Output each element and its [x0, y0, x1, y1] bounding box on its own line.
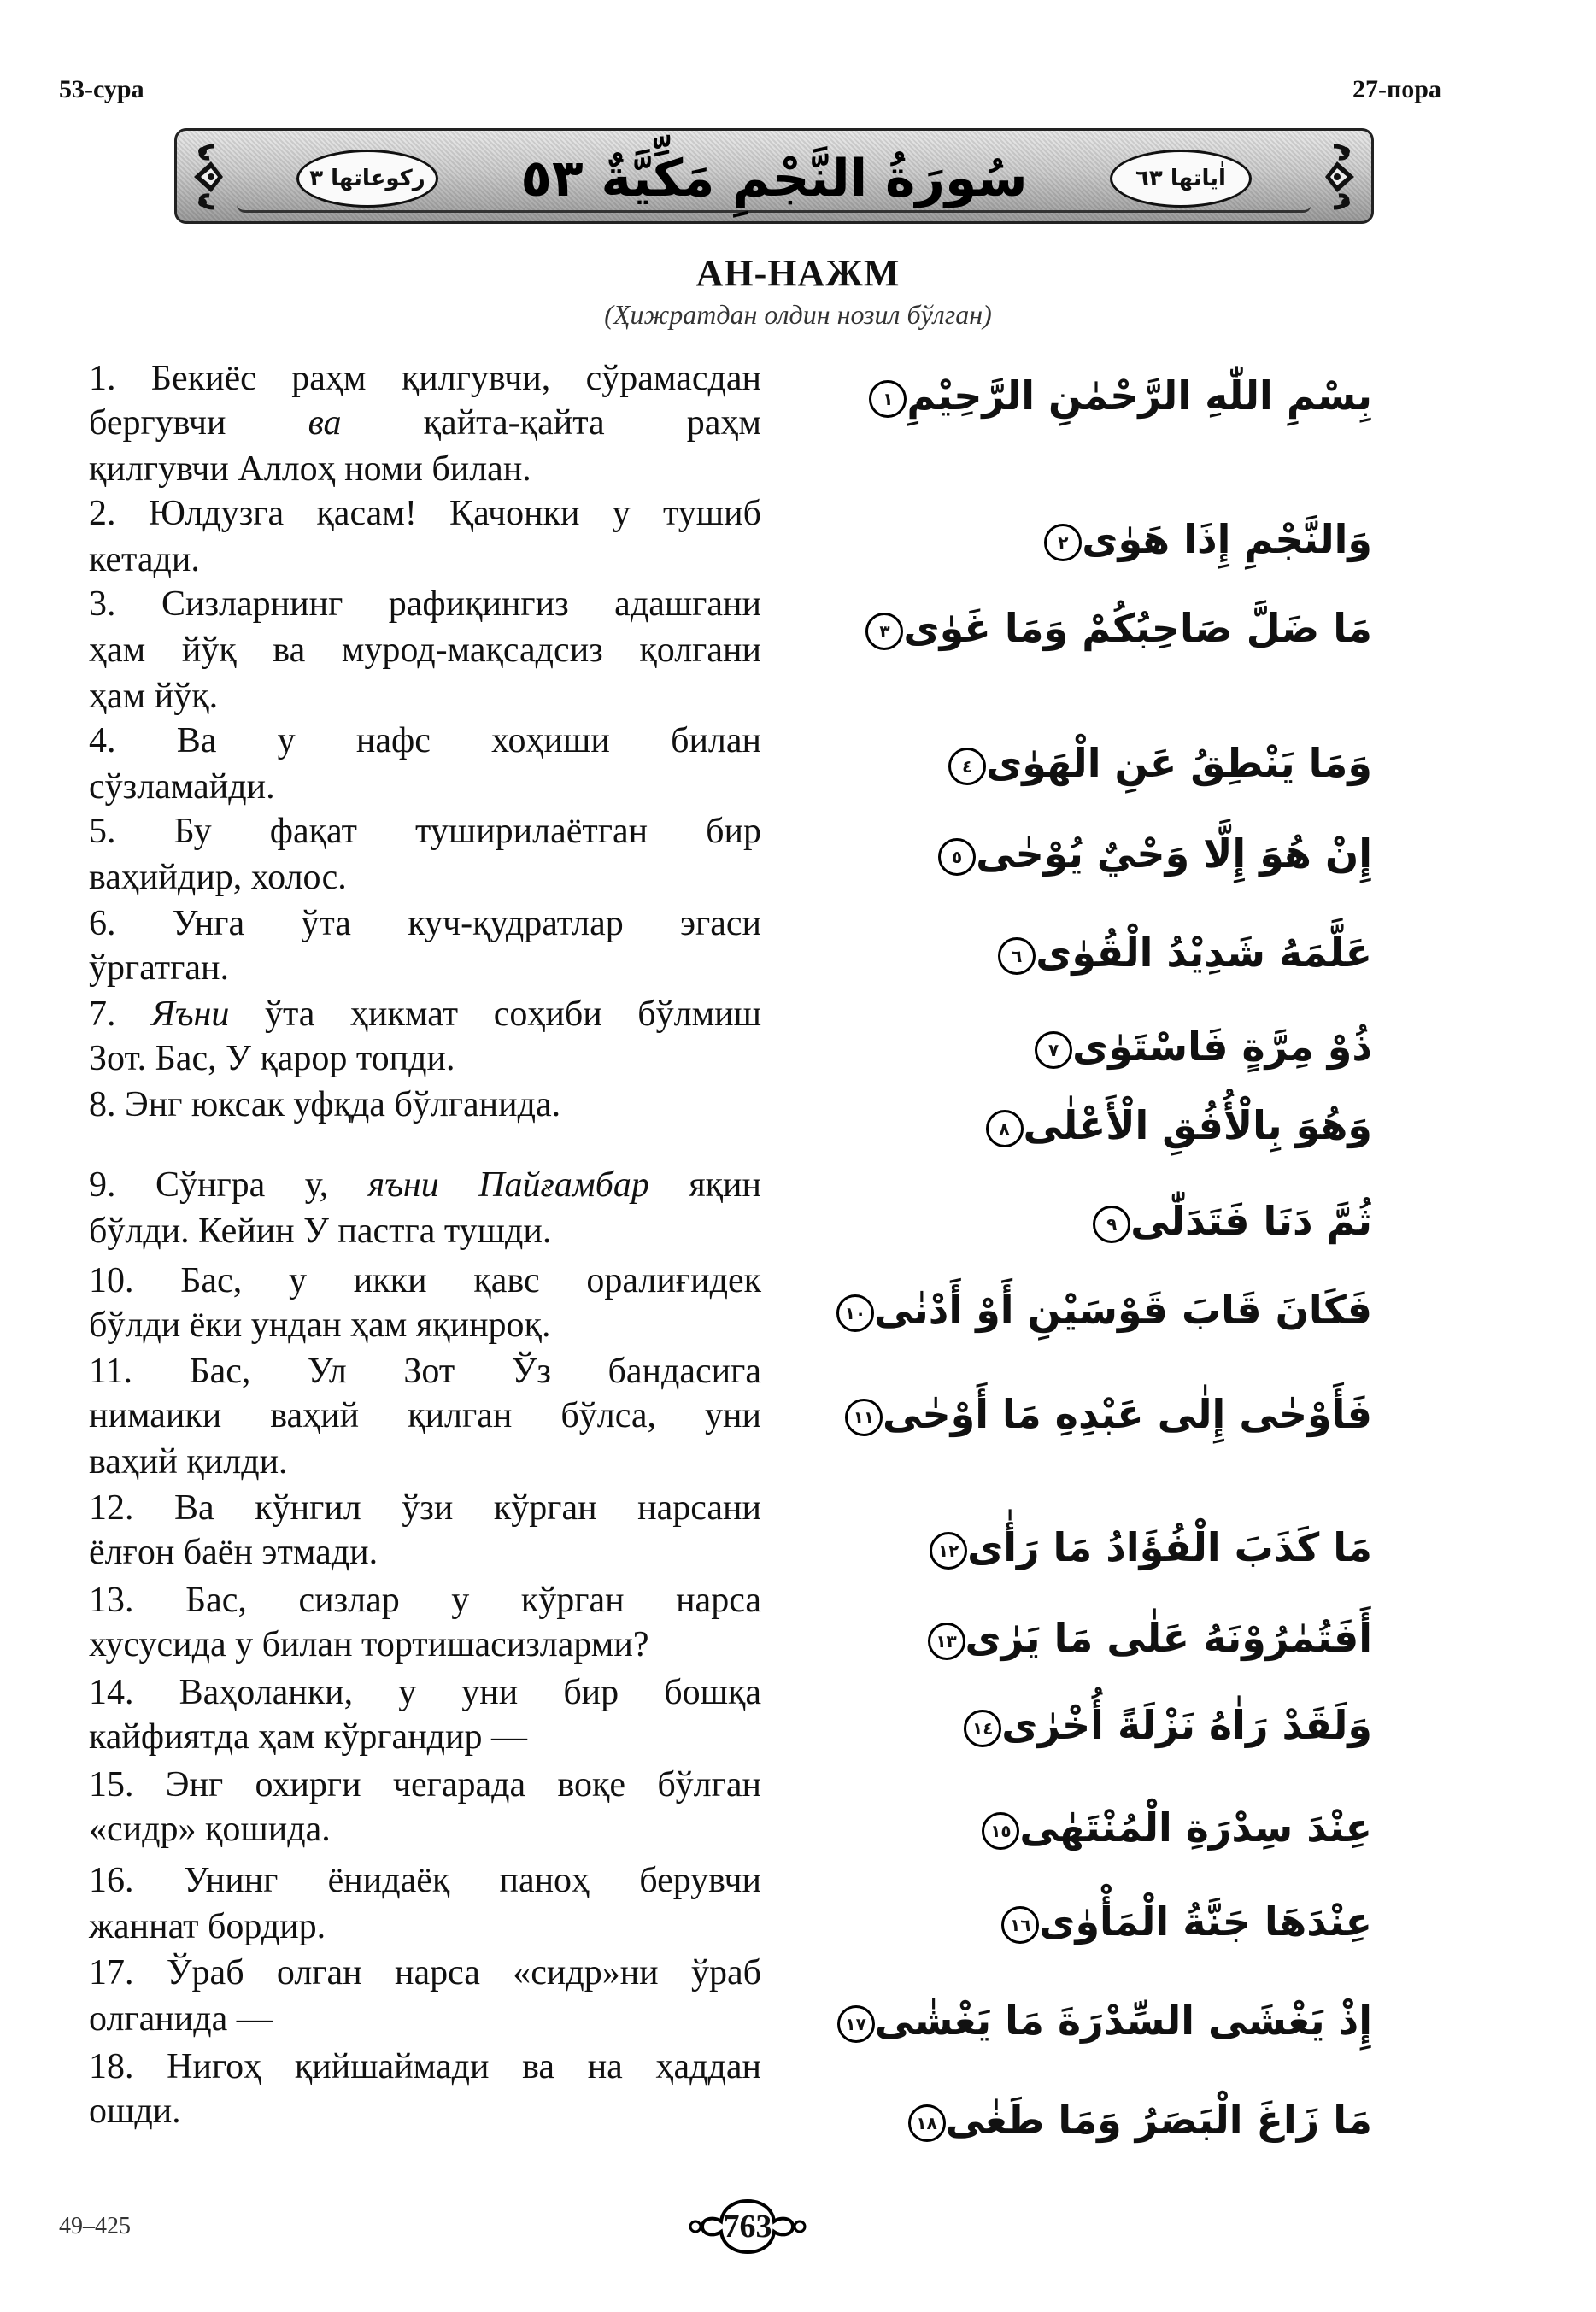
translation-line: 18. Нигоҳ қийшаймади ва на ҳаддан [89, 2047, 761, 2086]
translation-line: 15. Энг охирги чегарада воқе бўлган [89, 1765, 761, 1804]
verse-text: ذُوْ مِرَّةٍ فَاسْتَوٰى [1072, 1024, 1372, 1070]
arabic-verse [774, 598, 1372, 658]
verse-text: وَهُوَ بِالْأُفُقِ الْأَعْلٰى [1023, 1102, 1372, 1148]
arabic-verse [774, 1991, 1372, 2051]
translation-line: ҳам йўқ ва мурод-мақсадсиз қолгани [89, 631, 761, 670]
surah-title: АН-НАЖМ [695, 252, 901, 294]
page-number-badge [684, 2196, 812, 2257]
translation-line: 17. Ўраб олган нарса «сидр»ни ўраб [89, 1953, 761, 1992]
verse-text: ثُمَّ دَنَا فَتَدَلّٰى [1130, 1198, 1372, 1244]
ayah-number-marker: ١ [869, 380, 907, 418]
translation-line: 16. Унинг ёнидаёқ паноҳ берувчи [89, 1861, 761, 1900]
verse-text: إِنْ هُوَ إِلَّا وَحْيٌ يُوْحٰى [976, 830, 1372, 877]
translation-line: хусусида у билан тортишасизларми? [89, 1625, 649, 1664]
verse-text: مَا ضَلَّ صَاحِبُكُمْ وَمَا غَوٰى [903, 605, 1372, 651]
signature-mark: 49–425 [59, 2213, 131, 2239]
ayah-number-marker: ٢ [1044, 524, 1082, 561]
arabic-verse [774, 1608, 1372, 1668]
translation-line: сўзламайди. [89, 767, 275, 807]
translation-line [89, 1164, 761, 1206]
italic-insertion: Яъни [151, 995, 230, 1034]
translation-line: кетади. [89, 540, 200, 579]
ayat-count-badge: اٰياتها ٦٣ [1110, 150, 1252, 208]
ayah-number-marker: ١٦ [1001, 1906, 1039, 1944]
arabic-verse [774, 1384, 1372, 1444]
line-text: яқин [648, 1165, 761, 1205]
ayah-number-marker: ١٣ [928, 1623, 965, 1660]
arabic-verse [774, 2090, 1372, 2150]
translation-line: 14. Ваҳоланки, у уни бир бошқа [89, 1673, 761, 1712]
ayah-number-marker: ٥ [938, 838, 976, 876]
translation-line: «сидр» қошида. [89, 1810, 331, 1849]
italic-insertion: ва [308, 403, 342, 443]
translation-line: 10. Бас, у икки қавс оралиғидек [89, 1261, 761, 1300]
translation-line: 2. Юлдузга қасам! Қачонки у тушиб [89, 494, 761, 533]
translation-line: 11. Бас, Ул Зот Ўз бандасига [89, 1352, 761, 1391]
translation-line: жаннат бордир. [89, 1907, 326, 1946]
page-number: 763 [723, 2209, 772, 2245]
arabic-verse [774, 1280, 1372, 1340]
ayah-number-marker: ٤ [948, 748, 986, 785]
surah-subtitle: (Ҳижратдан олдин нозил бўлган) [604, 299, 992, 330]
translation-line: 8. Энг юксак уфқда бўлганида. [89, 1085, 561, 1124]
ayah-number-marker: ٧ [1035, 1031, 1072, 1069]
arabic-verse [774, 1095, 1372, 1155]
verse-text: إِذْ يَغْشَى السِّدْرَةَ مَا يَغْشٰى [874, 1998, 1372, 2044]
verse-text: مَا زَاغَ الْبَصَرُ وَمَا طَغٰى [945, 2097, 1372, 2143]
translation-line: ошди. [89, 2092, 181, 2131]
ayah-number-marker: ٣ [865, 613, 903, 650]
italic-insertion: яъни Пайғамбар [367, 1165, 649, 1205]
line-text: қайта-қайта раҳм [341, 403, 761, 443]
arabic-verse [774, 1191, 1372, 1251]
surah-banner [174, 128, 1374, 224]
translation-line: 3. Сизларнинг рафиқингиз адашгани [89, 584, 761, 624]
arabic-verse [774, 1798, 1372, 1857]
arabic-verse [774, 1017, 1372, 1077]
translation-line: нимаики ваҳий қилган бўлса, уни [89, 1396, 761, 1435]
verse-text: وَلَقَدْ رَاٰهُ نَزْلَةً أُخْرٰى [1001, 1702, 1372, 1748]
arabic-verse [774, 366, 1372, 425]
arabic-verse [774, 1695, 1372, 1755]
floral-ornament-icon [185, 141, 233, 213]
arabic-verse [774, 1517, 1372, 1577]
arabic-verse [774, 733, 1372, 793]
floral-ornament-icon [1315, 141, 1363, 213]
verse-text: أَفَتُمٰرُوْنَهُ عَلٰى مَا يَرٰى [965, 1615, 1372, 1661]
translation-line: кайфиятда ҳам кўргандир — [89, 1717, 528, 1757]
translation-line: ҳам йўқ. [89, 677, 219, 716]
arabic-verse [774, 1892, 1372, 1951]
verse-text: مَا كَذَبَ الْفُؤَادُ مَا رَأٰى [967, 1524, 1372, 1570]
translation-line: ёлғон баён этмади. [89, 1533, 378, 1572]
line-text: бергувчи [89, 403, 308, 443]
arabic-verse [774, 824, 1372, 883]
translation-line: Зот. Бас, У қарор топди. [89, 1039, 455, 1078]
translation-line: 4. Ва у нафс хоҳиши билан [89, 721, 761, 760]
verse-text: عِنْدَ سِدْرَةِ الْمُنْتَهٰى [1019, 1804, 1372, 1851]
ayah-number-marker: ٦ [998, 937, 1036, 975]
translation-line: бўлди ёки ундан ҳам яқинроқ. [89, 1306, 551, 1345]
ayah-number-marker: ٨ [986, 1110, 1024, 1147]
translation-line: 1. Бекиёс раҳм қилгувчи, сўрамасдан [89, 359, 761, 398]
ayah-number-marker: ١٥ [982, 1812, 1019, 1850]
line-text: 7. [89, 995, 152, 1034]
verse-text: وَالنَّجْمِ إِذَا هَوٰى [1082, 516, 1372, 562]
ruku-count-badge: رکوعاتها ٣ [296, 150, 438, 208]
verse-text: فَأَوْحٰى إِلٰى عَبْدِهِ مَا أَوْحٰى [882, 1391, 1372, 1437]
ayah-number-marker: ١١ [845, 1399, 883, 1436]
verse-text: وَمَا يَنْطِقُ عَنِ الْهَوٰى [986, 740, 1372, 786]
translation-line [89, 402, 761, 444]
arabic-verse [774, 923, 1372, 983]
ayah-number-marker: ٩ [1093, 1206, 1130, 1243]
verse-text: بِسْمِ اللّٰهِ الرَّحْمٰنِ الرَّحِيْمِ [907, 373, 1372, 419]
line-text: 9. Сўнгра у, [89, 1165, 368, 1205]
translation-line: бўлди. Кейин У пастга тушди. [89, 1212, 552, 1251]
translation-line: 5. Бу фақат туширилаётган бир [89, 812, 761, 851]
translation-line [89, 993, 761, 1036]
ayah-number-marker: ١٨ [908, 2104, 946, 2142]
line-text: ўта ҳикмат соҳиби бўлмиш [229, 995, 761, 1034]
translation-line: 12. Ва кўнгил ўзи кўрган нарсани [89, 1488, 761, 1528]
ayah-number-marker: ١٢ [930, 1532, 967, 1570]
running-head-juz: 27-пора [1352, 75, 1441, 103]
translation-line: ваҳийдир, холос. [89, 858, 347, 897]
running-head-sura: 53-сура [59, 75, 144, 103]
surah-arabic-title: سُورَةُ النَّجْمِ مَكِّيَّةٌ ٥٣ [520, 149, 1028, 208]
verse-text: فَكَانَ قَابَ قَوْسَيْنِ أَوْ أَدْنٰى [874, 1287, 1372, 1333]
ayah-number-marker: ١٧ [837, 2005, 875, 2043]
verse-text: عِنْدَهَا جَنَّةُ الْمَأْوٰى [1039, 1898, 1372, 1945]
translation-line: 6. Унга ўта куч-қудратлар эгаси [89, 904, 761, 943]
verse-text: عَلَّمَهُ شَدِيْدُ الْقُوٰى [1036, 930, 1372, 976]
ayah-number-marker: ١٤ [964, 1710, 1001, 1747]
translation-line: қилгувчи Аллоҳ номи билан. [89, 449, 531, 489]
translation-line: 13. Бас, сизлар у кўрган нарса [89, 1581, 761, 1620]
translation-line: ваҳий қилди. [89, 1442, 288, 1482]
ayah-number-marker: ١٠ [836, 1294, 874, 1332]
translation-line: олганида — [89, 1999, 273, 2039]
arabic-verse [774, 509, 1372, 569]
translation-line: ўргатган. [89, 948, 229, 988]
